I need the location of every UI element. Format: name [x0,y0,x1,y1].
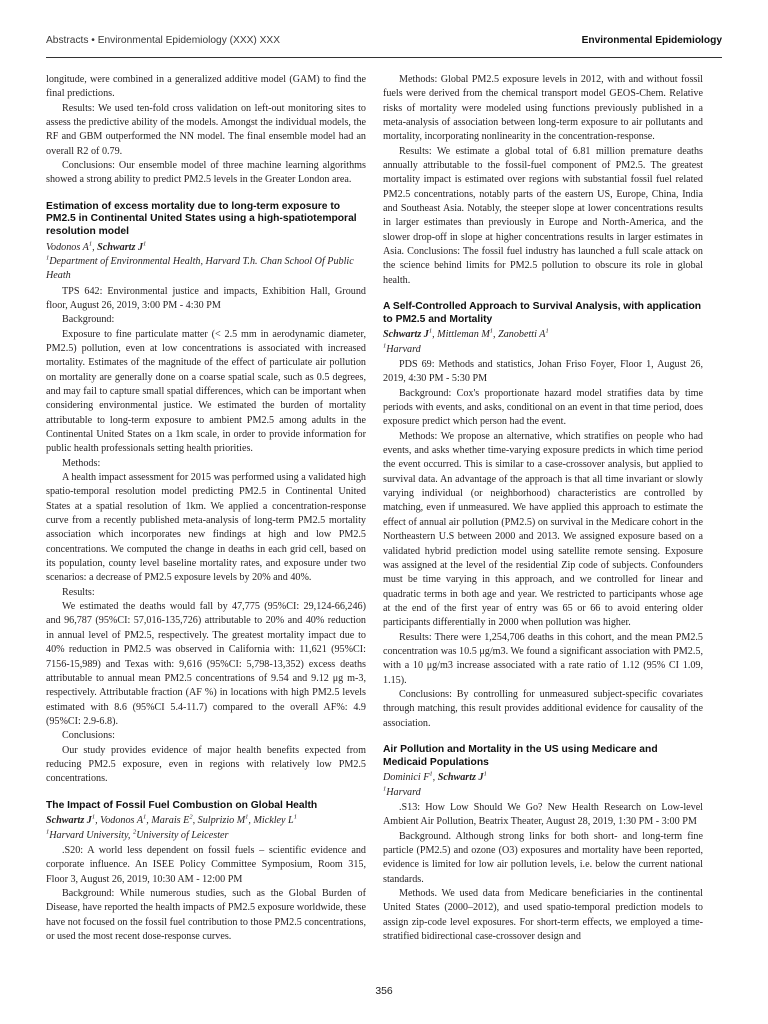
affiliation-marker: 1 [143,240,147,248]
presenting-author: Schwartz J [97,241,144,253]
left-column [46,73,366,944]
journal-citation-header: Abstracts • Environmental Epidemiology (XXX) XXX [46,35,281,46]
affiliation-text: Harvard [386,786,421,798]
affiliation: $^1$Harvard [383,342,421,355]
session-info: .S20: A world less dependent on fossil fuels – scientific evidence and corporate influence. An ISEE Policy Committee Symposium, Room 315, Floor 3, August 26, 2019, 10:30 AM - 12:00 PM [46,844,366,885]
header-rule [46,57,722,58]
author-name: , Mittleman M [432,329,490,341]
author-name: Vodonos A [46,241,89,253]
right-column [383,73,703,944]
page-number: 356 [375,986,393,997]
affiliation-text: Harvard University, [49,829,133,841]
article-title: A Self-Controlled Approach to Survival Analysis, with application to PM2.5 and Mortality [383,301,702,325]
body-paragraph: Conclusions: By controlling for unmeasured subject-specific covariates through matching, this result provides additional evidence for causality of the association. [383,688,703,729]
author-list: Schwartz $J^1$, Mittleman $M^1$, Zanobetti $A^1$ [383,327,549,341]
affiliation [46,255,366,284]
body-paragraph: Background: Cox's proportionate hazard model stratifies data by time periods with events, and asks, conditional on an event in that time period, does exposure predict which person had the event. [383,387,703,428]
body-paragraph: Methods: We propose an alternative, which stratifies on people who had events, and asks whether time-varying exposure predicts in which time period the event occurred. This is similar to a case-crossover analysis, but applied to survival data. An advantage of the approach is that all time invariant or slowly varying individual (or neighborhood) characteristics are controlled by matching, even if unmeasured. We have applied this approach to estimate the effect of annual air pollution (PM2.5) on survival in the Medicare cohort in the Northeastern U.S between 2000 and 2013. We assigned exposure based on a validated hybrid prediction model using satellite remote sensing. Exposure was assigned at the level of the residential Zip code of subjects. Confounders must be time varying in this approach, and we controlled for linear and quadratic terms in both age and year. We restricted to participants whose age at the end of the first year of entry was 65 or 66 to avoid entering older participants differentially in 2000 when pollution was higher. [383,430,703,629]
body-paragraph: Results: We estimate a global total of 6.81 million premature deaths annually attributable to the fossil-fuel component of PM2.5. The greatest mortality impact is estimated over regions with substantial fossil fuel related PM2.5 concentrations, notably parts of the eastern US, Europe, China, India and Southeast Asia. Notably, the steeper slope at lower concentrations results in larger estimates than previously in Europe and North-America, and the slower drop-off in slope at higher concentrations results in larger estimates in Asia. Conclusions: The fossil fuel industry has launched a full scale attack on the science behind limits for PM2.5 pollution to obscure its role in global health. [383,145,703,286]
author-list [46,241,366,255]
section-heading: Methods: [62,457,101,469]
session-info: PDS 69: Methods and statistics, Johan Friso Foyer, Floor 1, August 26, 2019, 4:30 PM - 5:30 PM [383,359,703,385]
body-paragraph: Our study provides evidence of major health benefits expected from reducing PM2.5 exposure, even in regions with relatively low PM2.5 concentrations. [46,744,366,785]
body-paragraph: Results: There were 1,254,706 deaths in this cohort, and the mean PM2.5 concentration was 10.5 μg/m3. We found a significant association with PM2.5, with a 10 μg/m3 increase associated with a rate ratio of 1.12 (95% CI 1.09, 1.15). [383,631,703,686]
session-info: .S13: How Low Should We Go? New Health Research on Low-level Ambient Air Pollution, Beatrix Theater, August 28, 2019, 1:30 PM - 3:00 PM [383,801,703,828]
author-name: , Mickley L [248,815,294,827]
body-paragraph: Exposure to fine particulate matter (< 2.5 mm in aerodynamic diameter, PM2.5) pollution, even at low concentrations is associated with increased mortality. Estimates of the magnitude of the effect of particulate air pollution on mortality are generally done on a coarse spatial scale, such as 0.5 degrees, and may fail to capture small spatial differences, which can be important when considering environmental justice. We estimated the burden of mortality attributable to long-term exposure to ambient PM2.5 among adults in the Continental United States on a 1km scale, in order to provide information for public health professionals setting health priorities. [46,328,366,455]
body-paragraph: longitude, were combined in a generalized additive model (GAM) to find the final predictions. [46,74,366,100]
author-name: Dominici F [383,772,430,784]
running-header [46,35,722,51]
affiliation-marker: 1 [88,240,93,248]
section-heading: Results: [62,586,95,598]
affiliation: $^1$Harvard [383,785,421,798]
affiliation: $^1$Harvard University, $^2$University of Leicester [46,828,229,841]
author-name: Vodonos A [100,815,144,827]
journal-name-header: Environmental Epidemiology [581,35,722,46]
article-title: Estimation of excess mortality due to long-term exposure to PM2.5 in Continental United States using a high-spatiotemporal resolution model [46,200,357,237]
body-paragraph: Results: We used ten-fold cross validation on left-out monitoring sites to assess the predictive ability of the models. Amongst the individual models, the RF and GBM outperformed the NN model. The final ensemble model had an overall R2 of 0.79. [46,102,366,157]
author-name: , Marais E [146,815,190,827]
author-name: , Sulprizio M [192,815,246,827]
section-heading: Conclusions: [62,730,115,742]
section-heading: Background: [62,314,115,326]
presenting-author: Schwartz J [46,815,92,827]
body-paragraph: Background: While numerous studies, such as the Global Burden of Disease, have reported the health impacts of PM2.5 exposure worldwide, these have not focused on the fossil fuel contribution to those PM2.5 concentrations, or used the most recent dose-response curves. [46,887,366,942]
affiliation-text: Department of Environmental Health, Harvard T.h. Chan School Of Public Heath [46,255,354,282]
author-list: Schwartz $J^1$, Vodonos $A^1$, Marais $E^2$, Sulprizio $M^1$, Mickley $L^1$ [46,813,297,827]
affiliation-marker: 1 [46,254,50,262]
author-name: , Zanobetti A [493,329,546,341]
article-title: Air Pollution and Mortality in the US using Medicare and Medicaid Populations [383,743,658,768]
affiliation-text: Harvard [386,343,421,355]
affiliation-text: University of Leicester [136,829,229,841]
article-title: The Impact of Fossil Fuel Combustion on Global Health [46,799,318,811]
body-paragraph: Methods: Global PM2.5 exposure levels in 2012, with and without fossil fuels were derived from the chemical transport model GEOS-Chem. Relative risks of mortality were modeled using functions previously published in a meta-analysis of association between long-term exposure to air pollutants and mortality, incorporating nonlinearity in the concentration-response. [383,74,703,143]
presenting-author: Schwartz J [383,329,429,341]
body-paragraph: We estimated the deaths would fall by 47,775 (95%CI: 29,124-66,246) and 96,787 (95%CI: 57,016-135,726) attributable to 20% and 40% reduction in annual level of PM2.5, respectively. The greatest mortality impact due to 40% reduction in PM2.5 was observed in California with: 11,621 (95%CI: 7156-15,989) and Texas with: 9,616 (95%CI: 5,798-13,352) excess deaths attributable to annual mean PM2.5 concentrations of 9.54 and 9.12 μg m-3, respectively. Attributable fraction (AF %) in locations with high PM2.5 levels estimated with 8.6 (95%CI 5.4-11.7) compared to the overall AF%: 4.9 (95%CI: 2.9-6.8). [46,601,366,727]
session-info: TPS 642: Environmental justice and impacts, Exhibition Hall, Ground floor, August 26, 2019, 3:00 PM - 4:30 PM [46,285,366,311]
body-paragraph: A health impact assessment for 2015 was performed using a validated high spatio-temporal resolution model predicting PM2.5 in Continental United States at a spatial resolution of 1km. We applied a concentration-response curve from a recently published meta-analysis of long-term PM2.5 mortality association which incorporates new findings at high and low PM2.5 concentrations. We computed the change in deaths in each grid cell, based on its population, county level baseline mortality rates, and exposure under two scenarios: a decrease of PM2.5 exposure levels by 20% and 40%. [46,472,366,584]
author-list: Dominici $F^1$, Schwartz $J^1$ [383,770,487,784]
author-separator: , [92,241,98,253]
body-paragraph: Conclusions: Our ensemble model of three machine learning algorithms showed a strong ability to predict PM2.5 levels in the Greater London area. [46,160,366,186]
body-paragraph: Background. Although strong links for both short- and long-term fine particle (PM2.5) and ozone (O3) exposures and mortality have been reported, evidence is limited for low air pollution levels, i.e. below the current national standards. [383,830,703,885]
body-paragraph: Methods. We used data from Medicare beneficiaries in the continental United States (2000–2012), and used spatio-temporal prediction models to assign zip-code level exposures. For short-term effects, we employed a time-stratified bidirectional case-crossover design and [383,887,703,942]
presenting-author: Schwartz J [437,772,484,784]
